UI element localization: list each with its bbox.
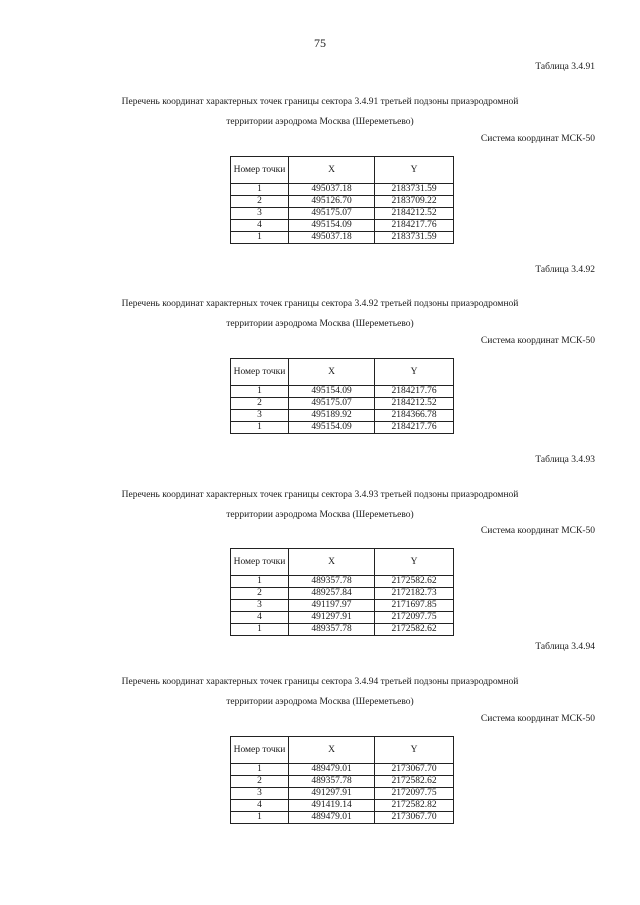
point-number-cell: 3 (231, 208, 289, 220)
x-coordinate-cell: 491419.14 (289, 800, 375, 812)
x-coordinate-cell: 489257.84 (289, 588, 375, 600)
column-header-y: Y (375, 549, 454, 576)
point-number-cell: 3 (231, 410, 289, 422)
table-row (231, 776, 454, 788)
coord-system-label: Система координат МСК-50 (480, 714, 595, 724)
y-coordinate-cell: 2172582.82 (375, 800, 454, 812)
point-number-cell: 4 (231, 800, 289, 812)
heading-line: Перечень координат характерных точек границы сектора 3.4.93 третьей подзоны приаэродромной (121, 490, 519, 500)
x-coordinate-cell: 489357.78 (289, 576, 375, 588)
point-number-cell: 3 (231, 600, 289, 612)
y-coordinate-cell: 2183731.59 (375, 184, 454, 196)
coordinates-table (230, 358, 454, 434)
column-header-x: X (289, 549, 375, 576)
heading-line: территории аэродрома Москва (Шереметьево) (226, 697, 414, 707)
x-coordinate-cell: 489357.78 (289, 624, 375, 636)
heading-line: территории аэродрома Москва (Шереметьево) (226, 117, 414, 127)
x-coordinate-cell: 491297.91 (289, 788, 375, 800)
x-coordinate-cell: 491297.91 (289, 612, 375, 624)
column-header-point-number: Номер точки (231, 549, 289, 576)
x-coordinate-cell: 495154.09 (289, 220, 375, 232)
table-caption: Таблица 3.4.91 (535, 62, 595, 72)
x-coordinate-cell: 489479.01 (289, 812, 375, 824)
table-row (231, 764, 454, 776)
y-coordinate-cell: 2184366.78 (375, 410, 454, 422)
y-coordinate-cell: 2172097.75 (375, 788, 454, 800)
point-number-cell: 2 (231, 588, 289, 600)
table-row (231, 398, 454, 410)
x-coordinate-cell: 495037.18 (289, 184, 375, 196)
y-coordinate-cell: 2183731.59 (375, 232, 454, 244)
coordinates-table (230, 156, 454, 244)
x-coordinate-cell: 495154.09 (289, 422, 375, 434)
table-row (231, 410, 454, 422)
table-row (231, 576, 454, 588)
column-header-point-number: Номер точки (231, 737, 289, 764)
table-row (231, 208, 454, 220)
table-header-row (231, 737, 454, 764)
point-number-cell: 2 (231, 398, 289, 410)
table-caption: Таблица 3.4.94 (535, 642, 595, 652)
point-number-cell: 1 (231, 422, 289, 434)
y-coordinate-cell: 2184212.52 (375, 208, 454, 220)
table-row (231, 788, 454, 800)
y-coordinate-cell: 2173067.70 (375, 764, 454, 776)
point-number-cell: 1 (231, 232, 289, 244)
table-row (231, 422, 454, 434)
table-row (231, 800, 454, 812)
page-number: 75 (314, 36, 326, 50)
section-heading (0, 672, 640, 712)
table-row (231, 588, 454, 600)
section-heading (0, 294, 640, 334)
table-caption: Таблица 3.4.93 (535, 455, 595, 465)
x-coordinate-cell: 495154.09 (289, 386, 375, 398)
table-row (231, 220, 454, 232)
point-number-cell: 2 (231, 196, 289, 208)
table-row (231, 600, 454, 612)
table-row (231, 386, 454, 398)
coordinates-table (230, 548, 454, 636)
x-coordinate-cell: 495189.92 (289, 410, 375, 422)
table-header-row (231, 157, 454, 184)
x-coordinate-cell: 495175.07 (289, 398, 375, 410)
column-header-x: X (289, 359, 375, 386)
y-coordinate-cell: 2172582.62 (375, 576, 454, 588)
y-coordinate-cell: 2184217.76 (375, 422, 454, 434)
column-header-y: Y (375, 157, 454, 184)
table-header-row (231, 359, 454, 386)
coord-system-label: Система координат МСК-50 (480, 134, 595, 144)
y-coordinate-cell: 2173067.70 (375, 812, 454, 824)
point-number-cell: 3 (231, 788, 289, 800)
column-header-y: Y (375, 737, 454, 764)
x-coordinate-cell: 489479.01 (289, 764, 375, 776)
point-number-cell: 2 (231, 776, 289, 788)
column-header-x: X (289, 157, 375, 184)
point-number-cell: 4 (231, 612, 289, 624)
section-heading (0, 485, 640, 525)
point-number-cell: 1 (231, 184, 289, 196)
column-header-x: X (289, 737, 375, 764)
column-header-point-number: Номер точки (231, 157, 289, 184)
y-coordinate-cell: 2183709.22 (375, 196, 454, 208)
heading-line: Перечень координат характерных точек границы сектора 3.4.94 третьей подзоны приаэродромной (121, 677, 519, 687)
y-coordinate-cell: 2184217.76 (375, 386, 454, 398)
heading-line: Перечень координат характерных точек границы сектора 3.4.92 третьей подзоны приаэродромной (121, 299, 519, 309)
y-coordinate-cell: 2172182.73 (375, 588, 454, 600)
x-coordinate-cell: 495126.70 (289, 196, 375, 208)
heading-line: территории аэродрома Москва (Шереметьево) (226, 319, 414, 329)
column-header-y: Y (375, 359, 454, 386)
y-coordinate-cell: 2172097.75 (375, 612, 454, 624)
table-header-row (231, 549, 454, 576)
x-coordinate-cell: 495037.18 (289, 232, 375, 244)
point-number-cell: 1 (231, 812, 289, 824)
x-coordinate-cell: 495175.07 (289, 208, 375, 220)
point-number-cell: 1 (231, 576, 289, 588)
point-number-cell: 1 (231, 386, 289, 398)
point-number-cell: 1 (231, 764, 289, 776)
y-coordinate-cell: 2184212.52 (375, 398, 454, 410)
y-coordinate-cell: 2172582.62 (375, 776, 454, 788)
table-row (231, 184, 454, 196)
heading-line: Перечень координат характерных точек границы сектора 3.4.91 третьей подзоны приаэродромной (121, 97, 519, 107)
point-number-cell: 1 (231, 624, 289, 636)
table-row (231, 612, 454, 624)
table-caption: Таблица 3.4.92 (535, 265, 595, 275)
x-coordinate-cell: 489357.78 (289, 776, 375, 788)
coord-system-label: Система координат МСК-50 (480, 526, 595, 536)
coordinates-table (230, 736, 454, 824)
column-header-point-number: Номер точки (231, 359, 289, 386)
coord-system-label: Система координат МСК-50 (480, 336, 595, 346)
table-row (231, 196, 454, 208)
x-coordinate-cell: 491197.97 (289, 600, 375, 612)
heading-line: территории аэродрома Москва (Шереметьево) (226, 510, 414, 520)
table-row (231, 232, 454, 244)
table-row (231, 624, 454, 636)
section-heading (0, 92, 640, 132)
point-number-cell: 4 (231, 220, 289, 232)
y-coordinate-cell: 2172582.62 (375, 624, 454, 636)
table-row (231, 812, 454, 824)
y-coordinate-cell: 2171697.85 (375, 600, 454, 612)
y-coordinate-cell: 2184217.76 (375, 220, 454, 232)
